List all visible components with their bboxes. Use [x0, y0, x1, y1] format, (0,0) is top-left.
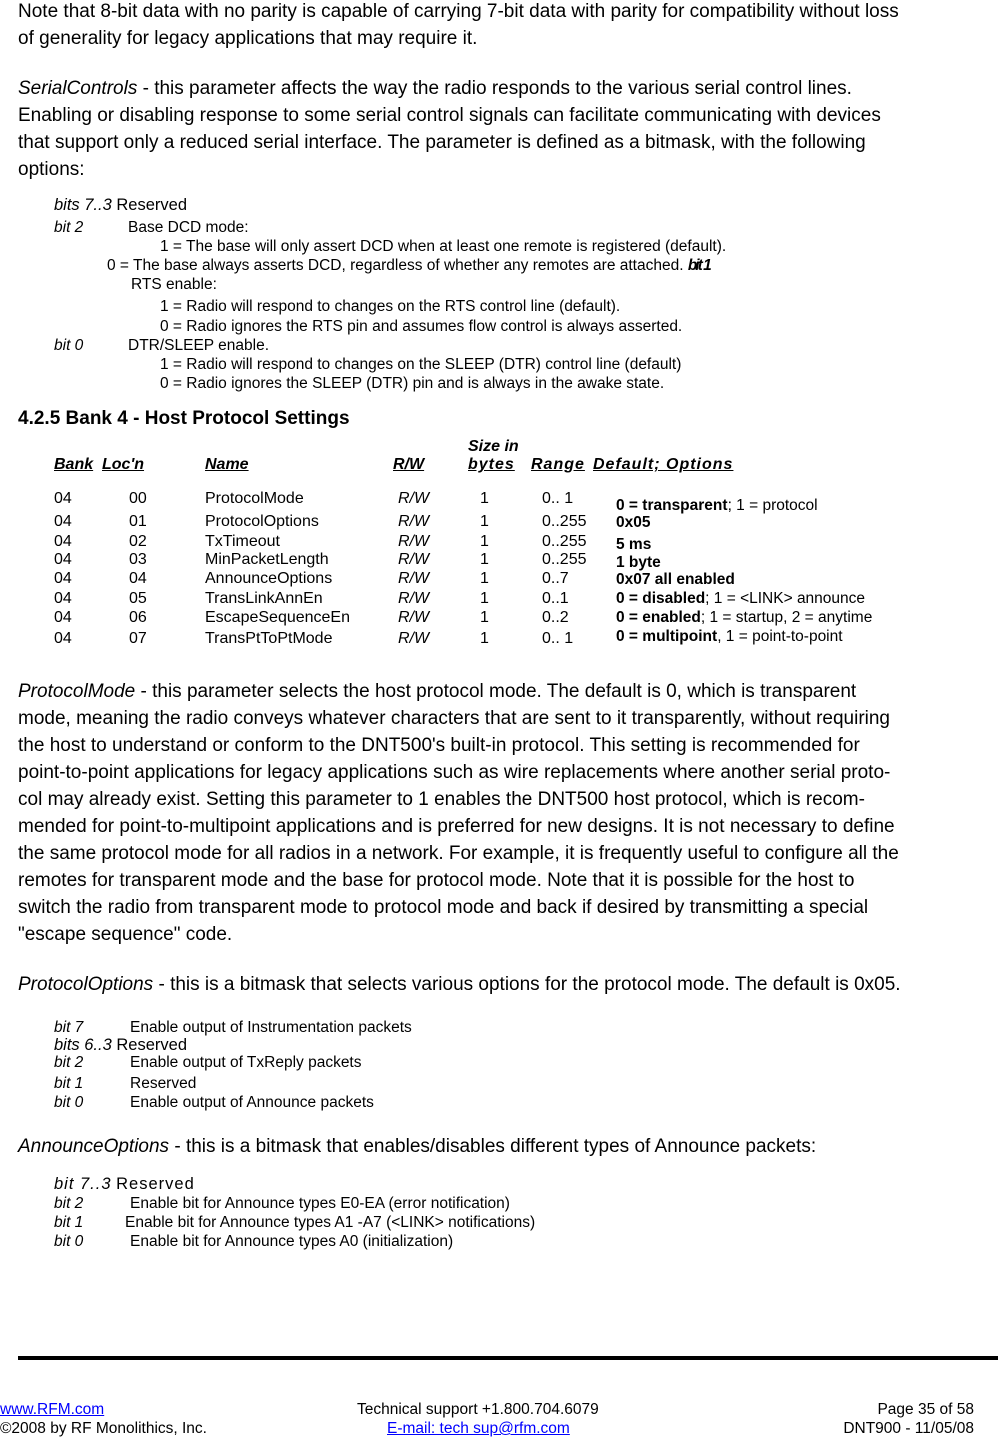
protocol-mode-line: point-to-point applications for legacy applications such as wire replacements where another serial proto- [18, 762, 891, 783]
cell-loc: 07 [129, 630, 147, 647]
table-header-range: Range [531, 456, 585, 473]
bit-text: Enable output of Instrumentation packets [130, 1019, 412, 1036]
cell-size: 1 [480, 630, 489, 647]
cell-name: ProtocolMode [205, 490, 304, 507]
cell-size: 1 [480, 609, 489, 626]
bit-row: bits 7..3 Reserved [54, 196, 188, 214]
website-link[interactable]: www.RFM.com [0, 1401, 105, 1418]
cell-bank: 04 [54, 590, 72, 607]
cell-name: ProtocolOptions [205, 513, 319, 530]
bit-option: 0 = Radio ignores the RTS pin and assumes flow control is always asserted. [160, 318, 683, 335]
support-phone: Technical support +1.800.704.6079 [357, 1401, 599, 1418]
doc-id: DNT900 - 11/05/08 [843, 1420, 974, 1437]
cell-bank: 04 [54, 490, 72, 507]
cell-name: EscapeSequenceEn [205, 609, 350, 626]
cell-default: 0 = multipoint, 1 = point-to-point [616, 628, 843, 645]
protocol-mode-line: the host to understand or conform to the DNT500's built-in protocol. This setting is recommended for [18, 735, 860, 756]
cell-rw: R/W [398, 630, 430, 647]
cell-default: 0x07 all enabled [616, 571, 735, 588]
bit-option: 1 = Radio will respond to changes on the SLEEP (DTR) control line (default) [160, 356, 682, 373]
cell-rw: R/W [398, 590, 430, 607]
cell-range: 0..255 [542, 513, 587, 530]
cell-name: TxTimeout [205, 533, 280, 550]
bit-option: 0 = The base always asserts DCD, regardless of whether any remotes are attached. bit 1 [107, 257, 710, 274]
page-number: Page 35 of 58 [877, 1401, 974, 1418]
cell-default: 0 = enabled; 1 = startup, 2 = anytime [616, 609, 873, 626]
bit-row: bits 6..3 Reserved [54, 1036, 188, 1054]
cell-loc: 02 [129, 533, 147, 550]
cell-default: 0 = transparent; 1 = protocol [616, 497, 818, 514]
cell-rw: R/W [398, 513, 430, 530]
protocol-mode-line: mended for point-to-multipoint applications and is preferred for new designs. It is not necessary to define [18, 816, 895, 837]
cell-name: TransPtToPtMode [205, 630, 333, 647]
footer-rule [18, 1356, 998, 1360]
cell-rw: R/W [398, 533, 430, 550]
cell-loc: 04 [129, 570, 147, 587]
intro-paragraph [18, 0, 986, 52]
protocol-mode-paragraph: ProtocolMode - this parameter selects the host protocol mode. The default is 0, which is transparent mode, meaning the radio conveys whatever characters that are sent to it transparently, without requiring the host to understand or conform to the DNT500's built-in protocol. This setting is recommended for point-to-point applications for legacy applications such as wire replacements where another serial proto- col may already exist. Setting this parameter to 1 enables the DNT500 host protocol, which is recom- mended for point-to-multipoint applications and is preferred for new designs. It is not necessary to define the same protocol mode for all radios in a network. For example, it is frequently useful to configure all the remotes for transparent mode and the base for protocol mode. Note that it is possible for the host to switch the radio from transparent mode to protocol mode and back if desired by transmitting a special "escape sequence" code. [18, 678, 986, 948]
cell-range: 0..255 [542, 551, 587, 568]
cell-loc: 03 [129, 551, 147, 568]
protocol-mode-line: switch the radio from transparent mode to protocol mode and back if desired by transmitting a special [18, 897, 869, 918]
cell-range: 0..7 [542, 570, 569, 587]
protocol-options-term: ProtocolOptions [18, 974, 154, 995]
cell-loc: 01 [129, 513, 147, 530]
bit-label: bit 0 [54, 1233, 84, 1250]
bit-option: 1 = Radio will respond to changes on the RTS control line (default). [160, 298, 621, 315]
cell-size: 1 [480, 513, 489, 530]
bit-label: bit 0 [54, 337, 84, 354]
protocol-mode-line: the same protocol mode for all radios in a network. For example, it is frequently useful to configure all the [18, 843, 899, 864]
cell-loc: 05 [129, 590, 147, 607]
bit-option: 0 = Radio ignores the SLEEP (DTR) pin and is always in the awake state. [160, 375, 665, 392]
cell-default: 5 ms [616, 536, 652, 553]
bit-label: bit 1 [54, 1214, 84, 1231]
cell-bank: 04 [54, 630, 72, 647]
protocol-mode-line: remotes for transparent mode and the base for protocol mode. Note that it is possible for the host to [18, 870, 855, 891]
bit-text: RTS enable: [131, 276, 217, 293]
serial-controls-line: options: [18, 159, 85, 180]
intro-line: of generality for legacy applications that may require it. [18, 28, 478, 49]
bit-text: DTR/SLEEP enable. [128, 337, 270, 354]
bit-text: Enable bit for Announce types E0-EA (error notification) [130, 1195, 510, 1212]
bit-text: Enable output of Announce packets [130, 1094, 374, 1111]
bit-option: 1 = The base will only assert DCD when at least one remote is registered (default). [160, 238, 727, 255]
serial-controls-line: Enabling or disabling response to some serial control signals can facilitate communicating with devices [18, 105, 881, 126]
cell-rw: R/W [398, 490, 430, 507]
protocol-mode-line: "escape sequence" code. [18, 924, 233, 945]
bit-text: Enable output of TxReply packets [130, 1054, 362, 1071]
cell-size: 1 [480, 490, 489, 507]
cell-name: TransLinkAnnEn [205, 590, 323, 607]
intro-line: Note that 8-bit data with no parity is capable of carrying 7-bit data with parity for compatibility without loss [18, 1, 899, 22]
serial-controls-line: that support only a reduced serial interface. The parameter is defined as a bitmask, with the following [18, 132, 866, 153]
serial-controls-paragraph [18, 75, 986, 183]
table-header-bank: Bank [54, 456, 94, 473]
table-header-loc: Loc'n [102, 456, 145, 473]
cell-range: 0..1 [542, 590, 569, 607]
table-header-rw: R/W [393, 456, 425, 473]
cell-name: AnnounceOptions [205, 570, 333, 587]
cell-bank: 04 [54, 609, 72, 626]
cell-size: 1 [480, 551, 489, 568]
cell-name: MinPacketLength [205, 551, 329, 568]
bit-label: bit 2 [54, 1195, 84, 1212]
cell-range: 0.. 1 [542, 490, 574, 507]
protocol-mode-term: ProtocolMode [18, 681, 136, 702]
bit-row: bit 7..3 Reserved [54, 1175, 195, 1193]
section-heading: 4.2.5 Bank 4 - Host Protocol Settings [18, 408, 350, 429]
cell-rw: R/W [398, 551, 430, 568]
cell-size: 1 [480, 570, 489, 587]
table-header-default: Default; Options [593, 456, 734, 473]
cell-bank: 04 [54, 533, 72, 550]
announce-options-term: AnnounceOptions [18, 1136, 170, 1157]
table-header-name: Name [205, 456, 249, 473]
bit-text: Reserved [130, 1075, 197, 1092]
email-link[interactable]: E-mail: tech sup@rfm.com [387, 1420, 570, 1437]
bit-label: bit 0 [54, 1094, 84, 1111]
copyright: ©2008 by RF Monolithics, Inc. [0, 1420, 207, 1437]
cell-rw: R/W [398, 570, 430, 587]
cell-bank: 04 [54, 513, 72, 530]
cell-size: 1 [480, 590, 489, 607]
cell-default: 0x05 [616, 514, 651, 531]
table-header-size: bytes [468, 456, 515, 473]
bit-label: bit 2 [54, 1054, 84, 1071]
cell-range: 0.. 1 [542, 630, 574, 647]
cell-default: 1 byte [616, 554, 661, 571]
protocol-options-paragraph: ProtocolOptions - this is a bitmask that selects various options for the protocol mode. The default is 0x05. [18, 974, 901, 995]
cell-size: 1 [480, 533, 489, 550]
cell-loc: 00 [129, 490, 147, 507]
cell-bank: 04 [54, 570, 72, 587]
bit-text: Enable bit for Announce types A1 -A7 (<LINK> notifications) [125, 1214, 536, 1231]
cell-range: 0..255 [542, 533, 587, 550]
cell-bank: 04 [54, 551, 72, 568]
serial-controls-term: SerialControls [18, 78, 138, 99]
cell-rw: R/W [398, 609, 430, 626]
bit-label: bit 2 [54, 219, 84, 236]
announce-options-paragraph: AnnounceOptions - this is a bitmask that enables/disables different types of Announce packets: [18, 1136, 817, 1157]
protocol-mode-line: col may already exist. Setting this parameter to 1 enables the DNT500 host protocol, which is recom- [18, 789, 865, 810]
protocol-mode-line: mode, meaning the radio conveys whatever characters that are sent to it transparently, without requiring [18, 708, 890, 729]
bit-label: bit 7 [54, 1019, 84, 1036]
cell-loc: 06 [129, 609, 147, 626]
table-header-size-top: Size in [468, 438, 519, 455]
bit-text: Base DCD mode: [128, 219, 249, 236]
cell-default: 0 = disabled; 1 = <LINK> announce [616, 590, 866, 607]
bit-text: Enable bit for Announce types A0 (initialization) [130, 1233, 454, 1250]
bit-label: bit 1 [54, 1075, 84, 1092]
serial-controls-desc: - this parameter affects the way the radio responds to the various serial control lines. [137, 78, 852, 99]
cell-range: 0..2 [542, 609, 569, 626]
